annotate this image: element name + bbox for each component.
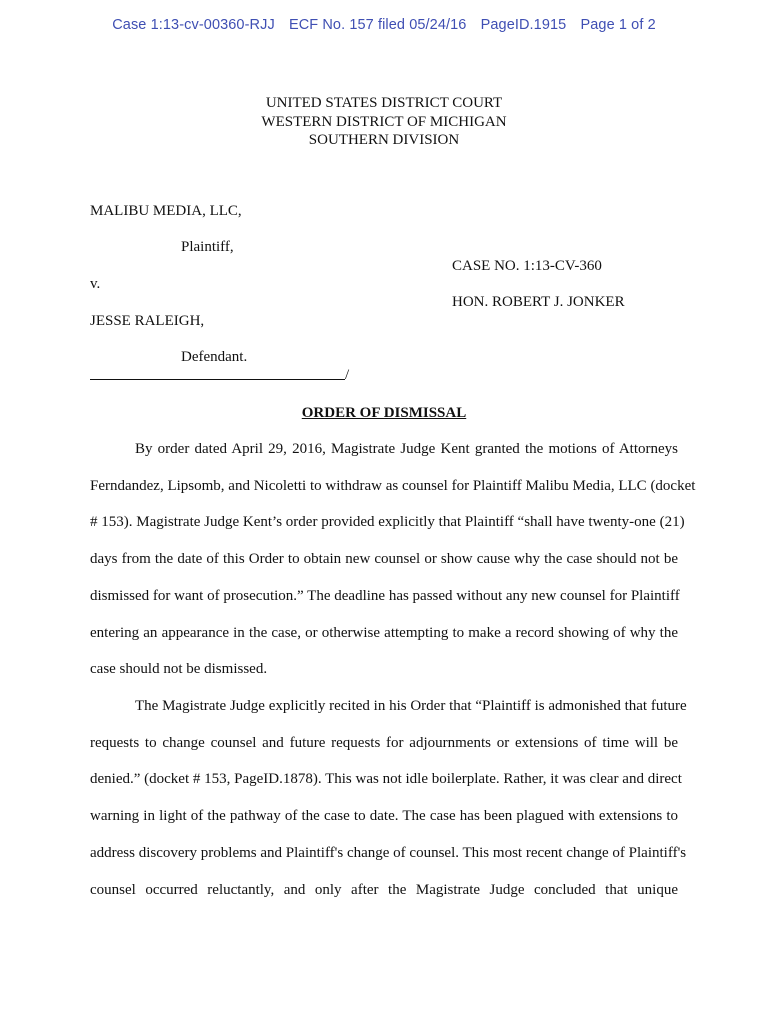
ecf-page-count: Page 1 of 2 bbox=[580, 17, 656, 33]
judge-name: HON. ROBERT J. JONKER bbox=[452, 294, 625, 310]
paragraph-2-line: address discovery problems and Plaintiff's change of counsel. This most recent change of Plaintiff's bbox=[90, 844, 687, 861]
paragraph-1 bbox=[90, 431, 696, 688]
paragraph-2-line: The Magistrate Judge explicitly recited in his Order that “Plaintiff is admonished that future bbox=[135, 698, 687, 714]
versus: v. bbox=[90, 276, 101, 292]
defendant-name: JESSE RALEIGH, bbox=[90, 313, 205, 329]
caption-rule-slash: / bbox=[345, 367, 350, 383]
ecf-page-id: PageID.1915 bbox=[480, 17, 567, 33]
paragraph-2-line: counsel occurred reluctantly, and only after the Magistrate Judge concluded that unique bbox=[90, 881, 678, 898]
paragraph-1-line: dismissed for want of prosecution.” The deadline has passed without any new counsel for Plaintiff bbox=[90, 587, 680, 604]
paragraph-2-line: denied.” (docket # 153, PageID.1878). This was not idle boilerplate. Rather, it was clear and direct bbox=[90, 771, 682, 788]
defendant-role: Defendant. bbox=[181, 349, 248, 365]
plaintiff-role: Plaintiff, bbox=[181, 239, 234, 255]
caption-rule bbox=[90, 379, 345, 380]
paragraph-1-line: Ferndandez, Lipsomb, and Nicoletti to withdraw as counsel for Plaintiff Malibu Media, LLC (docket bbox=[90, 477, 696, 494]
ecf-case-number: Case 1:13-cv-00360-RJJ bbox=[112, 17, 275, 33]
paragraph-2-line: requests to change counsel and future requests for adjournments or extensions of time will be bbox=[90, 734, 678, 751]
court-district: WESTERN DISTRICT OF MICHIGAN bbox=[261, 113, 507, 130]
paragraph-1-line: case should not be dismissed. bbox=[90, 661, 268, 678]
ecf-filing-header bbox=[0, 17, 768, 33]
paragraph-1-line: By order dated April 29, 2016, Magistrate Judge Kent granted the motions of Attorneys bbox=[135, 441, 678, 457]
court-division: SOUTHERN DIVISION bbox=[308, 132, 460, 148]
paragraph-1-line: entering an appearance in the case, or otherwise attempting to make a record showing of why the bbox=[90, 624, 678, 641]
paragraph-2-line: warning in light of the pathway of the case to date. The case has been plagued with extensions to bbox=[90, 808, 678, 825]
ecf-number-filed: ECF No. 157 filed 05/24/16 bbox=[288, 17, 467, 33]
paragraph-1-line: # 153). Magistrate Judge Kent’s order provided explicitly that Plaintiff “shall have twenty-one (21) bbox=[90, 514, 685, 531]
court-heading bbox=[0, 94, 768, 150]
plaintiff-name: MALIBU MEDIA, LLC, bbox=[90, 203, 242, 219]
court-name: UNITED STATES DISTRICT COURT bbox=[265, 95, 503, 111]
paragraph-2 bbox=[90, 688, 687, 908]
case-number: CASE NO. 1:13-CV-360 bbox=[452, 258, 602, 274]
order-title: ORDER OF DISMISSAL bbox=[301, 405, 467, 421]
caption-signature-line bbox=[90, 367, 349, 384]
paragraph-1-line: days from the date of this Order to obtain new counsel or show cause why the case should not be bbox=[90, 551, 678, 568]
